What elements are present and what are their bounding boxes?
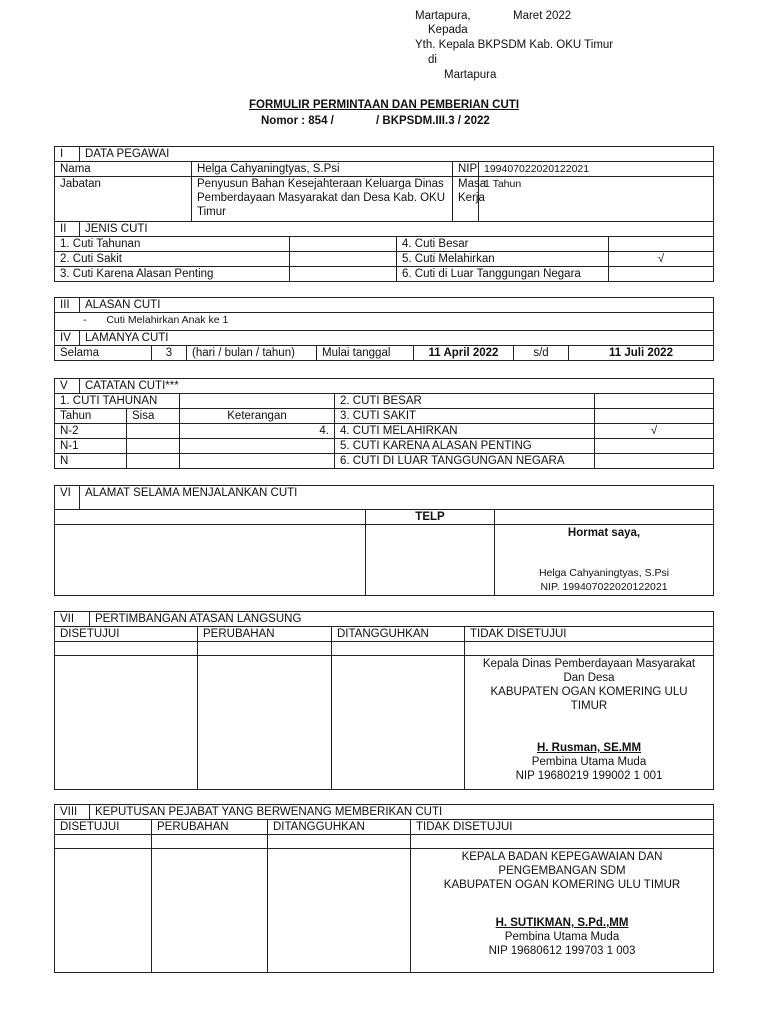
supervisor-signature-block: [465, 656, 714, 790]
letter-place: Martapura,: [415, 10, 471, 22]
rest-cell: [127, 454, 180, 469]
phone-label: TELP: [366, 510, 495, 525]
col-changes: PERUBAHAN: [152, 820, 268, 835]
duration-label: Selama: [55, 346, 152, 361]
col-rejected: TIDAK DISETUJUI: [411, 820, 714, 835]
reason-text: Cuti Melahirkan Anak ke 1: [106, 314, 229, 326]
section-title: PERTIMBANGAN ATASAN LANGSUNG: [90, 612, 714, 627]
section-supervisor: [54, 611, 714, 790]
name-label: Nama: [55, 162, 192, 177]
year-cell: N-1: [55, 439, 127, 454]
section-number: III: [55, 298, 80, 313]
section-title: ALAMAT SELAMA MENJALANKAN CUTI: [80, 486, 714, 510]
address-input-area[interactable]: [55, 525, 366, 596]
position-label: Jabatan: [55, 177, 192, 222]
duration-unit: (hari / bulan / tahun): [187, 346, 317, 361]
leave-type-checkbox[interactable]: [290, 237, 397, 252]
notes-checkbox[interactable]: [595, 439, 714, 454]
applicant-nip: NIP. 199407022020122021: [540, 581, 668, 593]
leave-type-checkbox[interactable]: [290, 267, 397, 282]
end-date: 11 Juli 2022: [569, 346, 714, 361]
leave-type-checkbox[interactable]: [290, 252, 397, 267]
note-cell: [180, 454, 335, 469]
section-title: LAMANYA CUTI: [80, 331, 714, 346]
notes-label: 5. CUTI KARENA ALASAN PENTING: [335, 439, 595, 454]
note-cell: 4.: [180, 424, 335, 439]
start-label: Mulai tanggal: [317, 346, 414, 361]
official-nip: NIP 19680612 199703 1 003: [488, 945, 636, 957]
form-title: FORMULIR PERMINTAAN DAN PEMBERIAN CUTI: [248, 99, 520, 111]
address-field[interactable]: [55, 510, 366, 525]
rejected-cell[interactable]: [465, 642, 714, 656]
org-line: TIMUR: [570, 700, 608, 712]
leave-type-label: 3. Cuti Karena Alasan Penting: [55, 267, 290, 282]
leave-type-checkbox[interactable]: [609, 237, 714, 252]
section-number: V: [55, 379, 80, 394]
official-rank: Pembina Utama Muda: [504, 931, 620, 943]
section-title: KEPUTUSAN PEJABAT YANG BERWENANG MEMBERIKAN CUTI: [90, 805, 714, 820]
section-number: II: [55, 222, 80, 237]
section-number: IV: [55, 331, 80, 346]
notes-checkbox[interactable]: √: [595, 424, 714, 439]
section-number: I: [55, 147, 80, 162]
official-name: H. SUTIKMAN, S.Pd.,MM: [495, 917, 629, 929]
section-authority-decision: [54, 804, 714, 973]
section-number: VI: [55, 486, 80, 510]
applicant-signature-block: [495, 525, 714, 596]
org-line: Dan Desa: [563, 672, 615, 684]
col-postponed: DITANGGUHKAN: [332, 627, 465, 642]
rest-cell: [127, 439, 180, 454]
section-leave-notes: [54, 378, 714, 469]
position-value: Penyusun Bahan Kesejahteraan Keluarga Dinas Pemberdayaan Masyarakat dan Desa Kab. OKU Timur: [192, 177, 453, 222]
leave-type-label: 2. Cuti Sakit: [55, 252, 290, 267]
nip-value: 199407022020122021: [479, 162, 714, 177]
authority-signature-block: [411, 849, 714, 973]
approved-cell[interactable]: [55, 835, 152, 849]
col-approved: DISETUJUI: [55, 627, 198, 642]
applicant-name: Helga Cahyaningtyas, S.Psi: [538, 567, 670, 579]
org-line: KABUPATEN OGAN KOMERING ULU TIMUR: [443, 879, 681, 891]
notes-checkbox[interactable]: [595, 454, 714, 469]
letter-to: Kepada: [428, 24, 468, 36]
section-number: VIII: [55, 805, 90, 820]
notes-label: 2. CUTI BESAR: [335, 394, 595, 409]
changes-cell[interactable]: [152, 835, 268, 849]
phone-input-area[interactable]: [366, 525, 495, 596]
notes-label: 4. CUTI MELAHIRKAN: [335, 424, 595, 439]
org-line: PENGEMBANGAN SDM: [498, 865, 626, 877]
official-name: H. Rusman, SE.MM: [536, 742, 642, 754]
bullet: -: [83, 314, 87, 326]
col-rejected: TIDAK DISETUJUI: [465, 627, 714, 642]
year-cell: N: [55, 454, 127, 469]
leave-type-label: 5. Cuti Melahirkan: [397, 252, 609, 267]
postponed-cell[interactable]: [332, 642, 465, 656]
col-postponed: DITANGGUHKAN: [268, 820, 411, 835]
letter-di: di: [428, 54, 437, 66]
letter-addressee: Yth. Kepala BKPSDM Kab. OKU Timur: [415, 39, 614, 51]
section-number: VII: [55, 612, 90, 627]
leave-type-checkbox[interactable]: √: [609, 252, 714, 267]
year-cell: N-2: [55, 424, 127, 439]
notes-checkbox[interactable]: [595, 394, 714, 409]
official-nip: NIP 19680219 199002 1 001: [515, 770, 663, 782]
section-employee-data: [54, 146, 714, 282]
name-value: Helga Cahyaningtyas, S.Psi: [192, 162, 453, 177]
col-rest: Sisa: [127, 409, 180, 424]
col-changes: PERUBAHAN: [198, 627, 332, 642]
org-line: KEPALA BADAN KEPEGAWAIAN DAN: [461, 851, 663, 863]
section-title: CATATAN CUTI***: [80, 379, 714, 394]
approved-cell[interactable]: [55, 642, 198, 656]
col-approved: DISETUJUI: [55, 820, 152, 835]
postponed-cell[interactable]: [268, 835, 411, 849]
notes-label: 6. CUTI DI LUAR TANGGUNGAN NEGARA: [335, 454, 595, 469]
section-title: JENIS CUTI: [80, 222, 714, 237]
tenure-value: 1 Tahun: [479, 177, 714, 222]
changes-cell[interactable]: [198, 642, 332, 656]
official-rank: Pembina Utama Muda: [531, 756, 647, 768]
form-number-suffix: / BKPSDM.III.3 / 2022: [376, 115, 490, 127]
letter-date: Maret 2022: [513, 10, 572, 22]
regards-text: Hormat saya,: [567, 527, 641, 539]
duration-value: 3: [152, 346, 187, 361]
section-reason-duration: [54, 297, 714, 361]
leave-type-label: 1. Cuti Tahunan: [55, 237, 290, 252]
note-cell: [180, 439, 335, 454]
form-number-prefix: Nomor : 854 /: [261, 115, 334, 127]
rest-cell: [127, 424, 180, 439]
col-note: Keterangan: [180, 409, 335, 424]
section-address: [54, 485, 714, 596]
tenure-label: Masa Kerja: [453, 177, 479, 222]
nip-label: NIP: [453, 162, 479, 177]
col-year: Tahun: [55, 409, 127, 424]
until-label: s/d: [514, 346, 569, 361]
rejected-cell[interactable]: [411, 835, 714, 849]
notes-checkbox[interactable]: [595, 409, 714, 424]
letter-city: Martapura: [444, 69, 497, 81]
annual-leave-title: 1. CUTI TAHUNAN: [55, 394, 180, 409]
notes-label: 3. CUTI SAKIT: [335, 409, 595, 424]
leave-type-label: 4. Cuti Besar: [397, 237, 609, 252]
org-line: KABUPATEN OGAN KOMERING ULU: [490, 686, 688, 698]
leave-type-checkbox[interactable]: [609, 267, 714, 282]
leave-type-label: 6. Cuti di Luar Tanggungan Negara: [397, 267, 609, 282]
leave-reason: [55, 313, 714, 331]
section-title: DATA PEGAWAI: [80, 147, 714, 162]
start-date: 11 April 2022: [414, 346, 514, 361]
section-title: ALASAN CUTI: [80, 298, 714, 313]
org-line: Kepala Dinas Pemberdayaan Masyarakat: [482, 658, 696, 670]
